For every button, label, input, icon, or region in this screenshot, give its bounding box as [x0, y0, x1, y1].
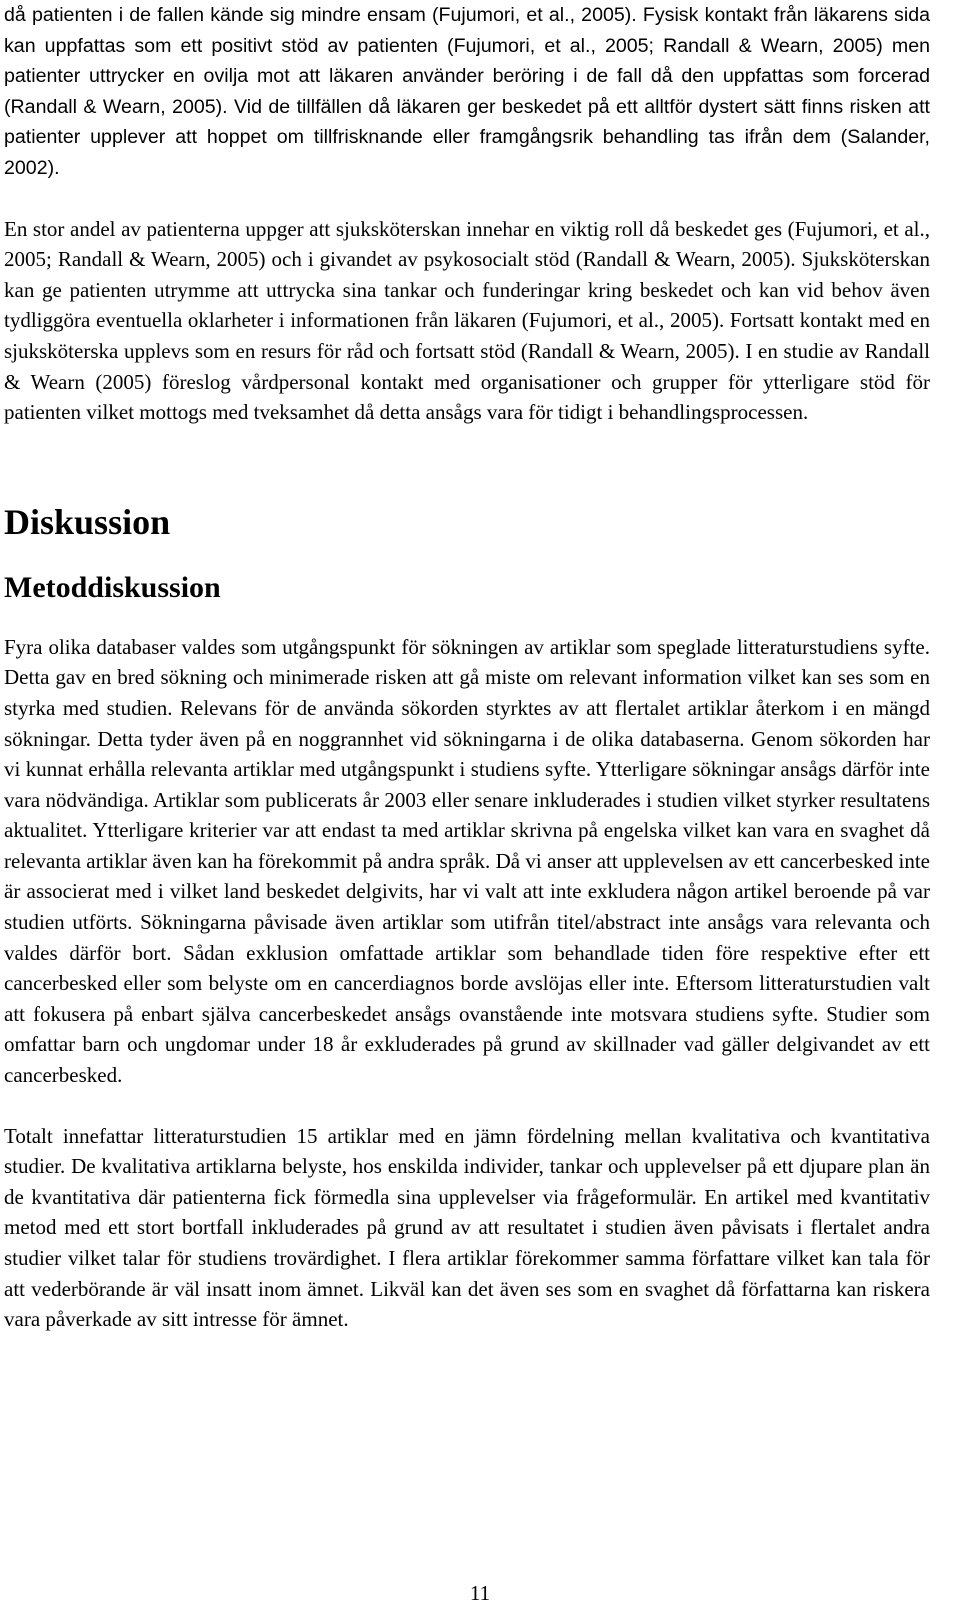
- paragraph-gap: [4, 1091, 930, 1121]
- heading-gap: [4, 608, 930, 632]
- nurse-role-paragraph: En stor andel av patienterna uppger att sjuksköterskan innehar en viktig roll då beskedet ges (Fujumori, et al., 2005; Randall & Wearn, 2005) och i givandet av psykosocialt stöd (Randall & Wearn, 2005). Sjuksköterskan kan ge patienten utrymme att uttrycka sina tankar och funderingar kring beskedet och kan vid behov även tydliggöra eventuella oklarheter i informationen från läkaren (Fujumori, et al., 2005). Fortsatt kontakt med en sjuksköterska upplevs som en resurs för råd och fortsatt stöd (Randall & Wearn, 2005). I en studie av Randall & Wearn (2005) föreslog vårdpersonal kontakt med organisationer och grupper för ytterligare stöd för patienten vilket mottogs med tveksamhet då detta ansågs vara för tidigt i behandlingsprocessen.: [4, 216, 930, 425]
- subsection-heading-metoddiskussion: Metoddiskussion: [4, 570, 221, 604]
- method-discussion-paragraph-1: Fyra olika databaser valdes som utgångspunkt för sökningen av artiklar som speglade litteraturstudiens syfte. Detta gav en bred sökning och minimerade risken att gå miste om relevant information vilket kan ses som en styrka med studien. Relevans för de använda sökorden styrktes av att flertalet artiklar återkom i en mängd sökningar. Detta tyder även på en noggrannhet vid sökningarna i de olika databaserna. Genom sökorden har vi kunnat erhålla relevanta artiklar med utgångspunkt i studiens syfte. Ytterligare sökningar ansågs därför inte vara nödvändiga. Artiklar som publicerats år 2003 eller senare inkluderades i studien vilket styrker resultatens aktualitet. Ytterligare kriterier var att endast ta med artiklar skrivna på engelska vilket kan vara en svaghet då relevanta artiklar även kan ha förekommit på andra språk. Då vi anser att upplevelsen av ett cancerbesked inte är associerat med i vilket land beskedet delgivits, har vi valt att inte exkludera någon artikel beroende på var studien utförts. Sökningarna påvisade även artiklar som utifrån titel/abstract inte ansågs vara relevanta och valdes därför bort. Sådan exklusion omfattade artiklar som behandlade tiden före respektive efter ett cancerbesked eller som belyste om en cancerdiagnos borde avslöjas eller inte. Eftersom litteraturstudien valt att fokusera på enbart själva cancerbeskedet ansågs ovanstående inte motsvara studiens syfte. Studier som omfattar barn och ungdomar under 18 år exkluderades på grund av skillnader vad gäller delgivandet av ett cancerbesked.: [4, 634, 930, 1088]
- intro-paragraph: [4, 0, 930, 184]
- method-discussion-paragraph-2: Totalt innefattar litteraturstudien 15 artiklar med en jämn fördelning mellan kvalitativa och kvantitativa studier. De kvalitativa artiklarna belyste, hos enskilda individer, tankar och upplevelser på ett djupare plan än de kvantitativa där patienterna fick förmedla sina upplevelser via frågeformulär. En artikel med kvantitativ metod med ett stort bortfall inkluderades på grund av att resultatet i studien även påvisats i flertalet andra studier vilket talar för studiens trovärdighet. I flera artiklar förekommer samma författare vilket kan tala för att vederbörande är väl insatt inom ämnet. Likväl kan det även ses som en svaghet då författarna kan riskera vara påverkade av sitt intresse för ämnet.: [4, 1123, 930, 1332]
- section-heading-diskussion: Diskussion: [4, 501, 171, 542]
- paragraph-gap: [4, 184, 930, 214]
- section-gap: [4, 428, 930, 500]
- intro-paragraph-text: då patienten i de fallen kände sig mindre ensam (Fujumori, et al., 2005). Fysisk kontakt från läkarens sida kan uppfattas som ett positivt stöd av patienten (Fujumori, et al., 2005; Randall & Wearn, 2005) men patienter uttrycker en ovilja mot att läkaren använder beröring i de fall då den uppfattas som forcerad (Randall & Wearn, 2005). Vid de tillfällen då läkaren ger beskedet på ett alltför dystert sätt finns risken att patienter upplever att hoppet om tillfrisknande eller framgångsrik behandling tas ifrån dem (Salander, 2002).: [4, 4, 930, 179]
- page-number: 11: [469, 1581, 491, 1605]
- heading-gap: [4, 544, 930, 568]
- document-page: [4, 0, 930, 1335]
